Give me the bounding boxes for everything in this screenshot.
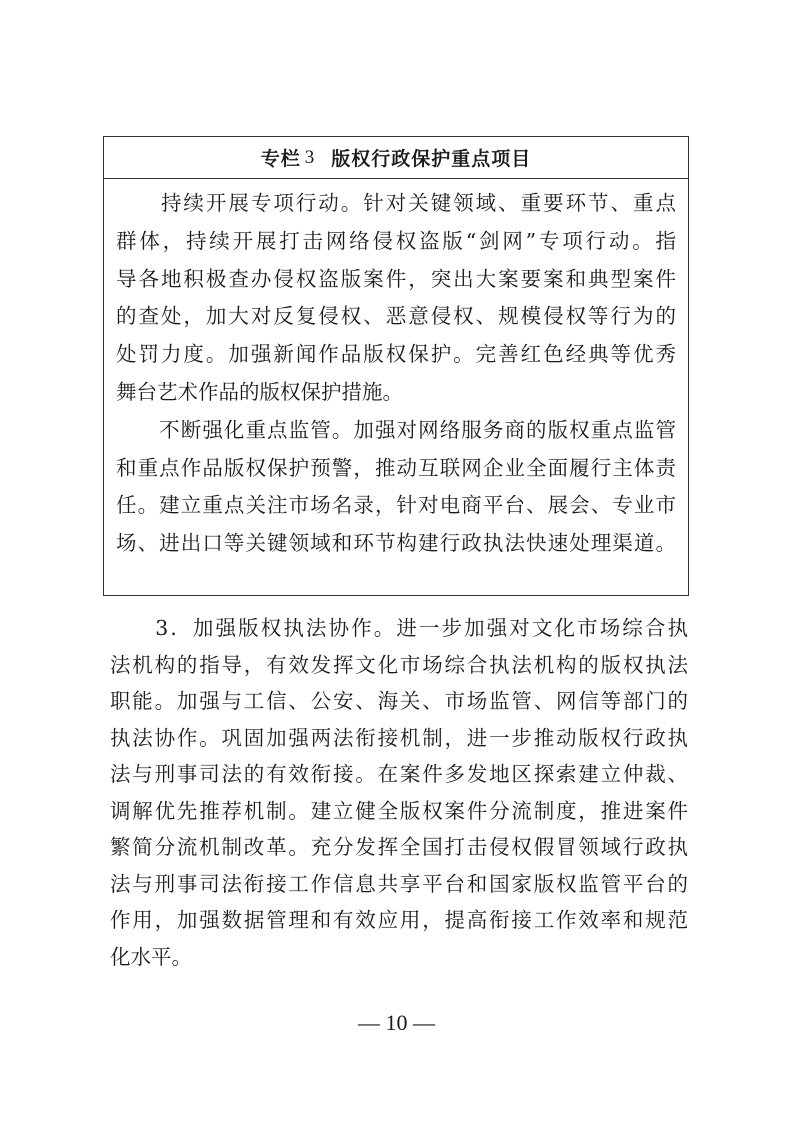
column-box — [103, 136, 689, 596]
column-title-number: 3 — [304, 146, 316, 168]
column-line: 舞台艺术作品的版权保护措施。 — [116, 379, 403, 404]
column-line: 的查处，加大对反复侵权、恶意侵权、规模侵权等行为的 — [116, 304, 676, 329]
column-line: 导各地积极查办侵权盗版案件，突出大案要案和典型案件 — [116, 266, 676, 291]
body-line: 法与刑事司法衔接工作信息共享平台和国家版权监管平台的 — [110, 871, 688, 896]
column-line: 任。建立重点关注市场名录，针对电商平台、展会、专业市 — [116, 493, 676, 518]
body-line: 执法协作。巩固加强两法衔接机制，进一步推动版权行政执 — [110, 725, 688, 750]
page-number: — 10 — — [358, 1010, 435, 1035]
body-line: 调解优先推荐机制。建立健全版权案件分流制度，推进案件 — [110, 798, 688, 823]
column-body — [104, 179, 688, 563]
body-line: 法机构的指导，有效发挥文化市场综合执法机构的版权执法 — [110, 652, 688, 677]
body-line: 职能。加强与工信、公安、海关、市场监管、网信等部门的 — [110, 689, 688, 713]
body-line: 法与刑事司法的有效衔接。在案件多发地区探索建立仲裁、 — [110, 762, 688, 786]
column-line: 场、进出口等关键领域和环节构建行政执法快速处理渠道。 — [116, 531, 676, 556]
column-line: 群体，持续开展打击网络侵权盗版“剑网”专项行动。指 — [116, 228, 676, 253]
column-line: 处罚力度。加强新闻作品版权保护。完善红色经典等优秀 — [116, 342, 676, 367]
body-line: 繁简分流机制改革。充分发挥全国打击侵权假冒领域行政执 — [110, 835, 688, 859]
body-line: 化水平。 — [110, 944, 192, 969]
body-line: 作用，加强数据管理和有效应用，提高衔接工作效率和规范 — [110, 908, 688, 932]
body-paragraph — [110, 610, 688, 975]
column-title-text: 版权行政保护重点项目 — [331, 148, 532, 170]
column-title — [104, 137, 688, 179]
column-line: 不断强化重点监管。加强对网络服务商的版权重点监管 — [116, 417, 676, 442]
column-title-prefix: 专栏 — [260, 148, 301, 170]
column-line: 持续开展专项行动。针对关键领域、重要环节、重点 — [116, 191, 676, 215]
column-line: 和重点作品版权保护预警，推动互联网企业全面履行主体责 — [116, 455, 676, 480]
body-line: 3．加强版权执法协作。进一步加强对文化市场综合执 — [110, 616, 688, 640]
